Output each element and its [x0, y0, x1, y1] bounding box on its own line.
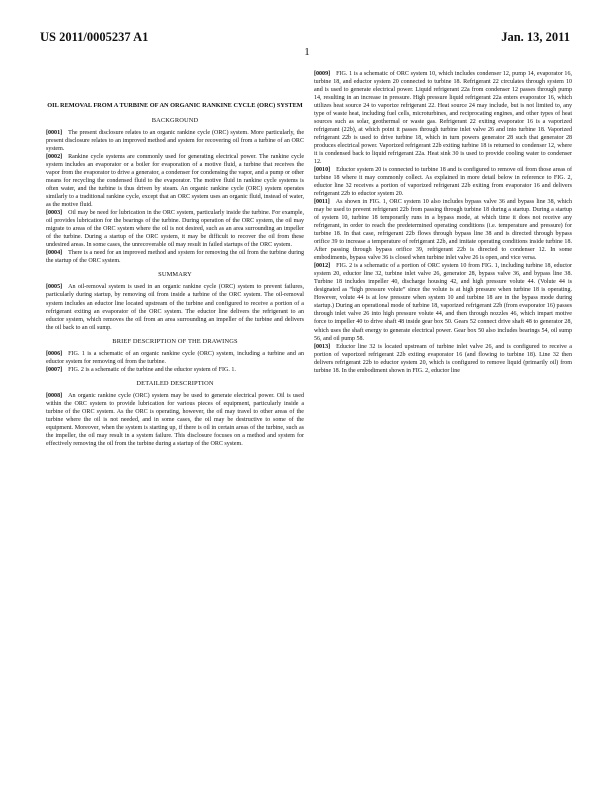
- document-title: OIL REMOVAL FROM A TURBINE OF AN ORGANIC RANKINE CYCLE (ORC) SYSTEM: [47, 102, 303, 109]
- section-heading-detailed: DETAILED DESCRIPTION: [136, 379, 214, 387]
- paragraph-0012: [314, 262, 572, 342]
- paragraph-text: FIG. 2 is a schematic of a portion of ORC system 10 from FIG. 1, including turbine 18, eductor system 20, eductor line 32, turbine inlet valve 26, generator 28, bypass valve 36, and bypass line 38. Turbine 18 includes impeller 40, discharge housing 42, and high pressure volute 44. (Volute 44 is designated as “high pressure volute” since the volute is at high pressure when turbine 18 is operating. However, volute 44 is at low pressure when system 10 and turbine 18 are in the bypass mode during startup.) During an operational mode of turbine 18, vaporized refrigerant 22b (from evaporator 16) passes through inlet valve 26 into high pressure volute 44, and then through nozzles 46, which impart motive force to impeller 40 to drive shaft 48 inside gear box 50. Gears 52 connect drive shaft 48 to generator 28, which uses the shaft energy to generate electrical power. Gear box 50 also includes bearings 54, oil sump 56, and oil pump 58.: [314, 263, 572, 342]
- paragraph-text: Eductor system 20 is connected to turbine 18 and is configured to remove oil from those areas of turbine 18 where it may commonly collect. As explained in more detail below in reference to FIG. 2, eductor line 32 receives a portion of vaporized refrigerant 22b exiting from evaporator 16 and delivers refrigerant 22b to eductor system 20.: [314, 167, 572, 198]
- paragraph-0001: [46, 129, 304, 153]
- page-number: 1: [304, 46, 310, 58]
- paragraph-0002: [46, 153, 304, 209]
- paragraph-number: [0004]: [46, 250, 63, 257]
- paragraph-text: Rankine cycle systems are commonly used for generating electrical power. The rankine cycle system includes an evaporator or a boiler for evaporation of a motive fluid, a turbine that receives the vapor from the evaporator to drive a generator, a condenser for condensing the vapor, and a pump or other means for recycling the condensed fluid to the evaporator. The motive fluid in rankine cycle systems is often water, and the turbine is thus driven by steam. An organic rankine cycle (ORC) system operates similarly to a traditional rankine cycle, except that an ORC system uses an organic fluid, instead of water, as the motive fluid.: [46, 154, 304, 209]
- paragraph-0004: [46, 249, 304, 265]
- paragraph-0009: [314, 70, 572, 166]
- paragraph-number: [0001]: [46, 130, 63, 137]
- left-column: [46, 70, 304, 448]
- paragraph-0008: [46, 392, 304, 448]
- paragraph-number: [0006]: [46, 350, 63, 357]
- paragraph-text: FIG. 1 is a schematic of an organic rankine cycle (ORC) system, including a turbine and an eductor system for removing oil from the turbine.: [46, 350, 304, 365]
- paragraph-number: [0002]: [46, 154, 63, 161]
- paragraph-number: [0007]: [46, 366, 63, 373]
- paragraph-0003: [46, 209, 304, 249]
- right-column: [314, 70, 572, 375]
- paragraph-text: The present disclosure relates to an organic rankine cycle (ORC) system. More particularly, the present disclosure relates to an improved method and system for recovering oil from a turbine of an ORC system.: [46, 130, 304, 153]
- section-heading-summary: SUMMARY: [158, 271, 192, 279]
- paragraph-number: [0003]: [46, 210, 63, 217]
- paragraph-text: Eductor line 32 is located upstream of turbine inlet valve 26, and is configured to receive a portion of vaporized refrigerant 22b exiting evaporator 16 (and flowing to turbine 18). Line 32 then delivers refrigerant 22b to eductor system 20, which is configured to remove liquid (primarily oil) from turbine 18. In the embodiment shown in FIG. 2, eductor line: [314, 343, 572, 374]
- paragraph-text: An oil-removal system is used in an organic rankine cycle (ORC) system to prevent failures, particularly during startup, by removing oil from inside a turbine of the ORC system. The oil-removal system includes an eductor line located upstream of the turbine and configured to receive a portion of a refrigerant exiting an evaporator of the ORC system. The eductor line delivers the refrigerant to an eductor system, which removes the oil from an area surrounding an impeller of the turbine and delivers the oil back to an oil sump.: [46, 284, 304, 331]
- publication-number: US 2011/0005237 A1: [40, 30, 149, 44]
- paragraph-0011: [314, 198, 572, 262]
- paragraph-number: [0009]: [314, 71, 331, 77]
- section-heading-background: BACKGROUND: [151, 117, 199, 125]
- paragraph-text: Oil may be need for lubrication in the ORC system, particularly inside the turbine. For example, oil provides lubrication for the bearings of the turbine. During operation of the ORC system, the oil may migrate to areas of the ORC system where the oil is not desired, such as an area surrounding an impeller of the turbine. During a startup of the ORC system, it may be difficult to recover the oil from these undesired areas. In some cases, the unrecoverable oil may result in failed startups of the ORC system.: [46, 210, 304, 249]
- paragraph-text: There is a need for an improved method and system for removing the oil from the turbine during the startup of the ORC system.: [46, 250, 304, 265]
- paragraph-0006: [46, 350, 304, 366]
- paragraph-text: FIG. 1 is a schematic of ORC system 10, which includes condenser 12, pump 14, evaporator 16, turbine 18, and eductor system 20 connected to turbine 18. Refrigerant 22 circulates through system 10 and is used to generate electrical power. Liquid refrigerant 22a from condenser 12 passes through pump 14, resulting in an increase in pressure. High pressure liquid refrigerant 22a enters evaporator 16, which utilizes heat source 24 to vaporize refrigerant 22. Heat source 24 may include, but is not limited to, any type of waste heat, including fuel cells, microturbines, and reciprocating engines, and other types of heat sources such as solar, geothermal or waste gas. Refrigerant 22 exiting evaporator 16 is a vaporized refrigerant (22b), at which point it passes through turbine inlet valve 26 and into turbine 18. Vaporized refrigerant 22b is used to drive turbine 18, which in turn powers generator 28 such that generator 28 produces electrical power. Vaporized refrigerant 22b exiting turbine 18 is returned to condenser 12, where it is condensed back to liquid refrigerant 22a. Heat sink 30 is used to provide cooling water to condenser 12.: [314, 71, 572, 166]
- paragraph-text: As shown in FIG. 1, ORC system 10 also includes bypass valve 36 and bypass line 38, which may be used to prevent refrigerant 22b from passing through turbine 18 during a startup. During a startup of system 10, turbine 18 temporarily runs in a bypass mode, at which time it does not receive any refrigerant, in order to reach the predetermined operating conditions (i.e. temperature and pressure) for turbine 18. In that case, refrigerant 22b flows through bypass line 38 and is directed through bypass orifice 39 to increase a temperature of refrigerant 22b, and imitate operating conditions inside turbine 18. After passing through bypass orifice 39, refrigerant 22b is directed to condenser 12. In some embodiments, bypass valve 36 is closed when turbine inlet valve 26 is open, and vice versa.: [314, 199, 572, 262]
- paragraph-text: An organic rankine cycle (ORC) system may be used to generate electrical power. Oil is used within the ORC system to provide lubrication for various pieces of equipment, particularly inside a turbine of the ORC system. As the ORC is operating, however, the oil may travel to other areas of the turbine where the oil is not needed, and in some cases, the oil may be destructive to some of the equipment. Moreover, when the system is starting up, if there is oil in certain areas of the turbine, such as the impeller, the oil may result in a system failure. This disclosure focuses on a method and system for effectively removing the oil from the turbine during a startup of the ORC system.: [46, 392, 304, 447]
- paragraph-0007: [46, 366, 304, 374]
- paragraph-number: [0013]: [314, 343, 331, 350]
- paragraph-number: [0012]: [314, 263, 331, 270]
- paragraph-0013: [314, 343, 572, 375]
- paragraph-number: [0010]: [314, 167, 331, 174]
- paragraph-0005: [46, 283, 304, 331]
- publication-date: Jan. 13, 2011: [501, 30, 570, 44]
- paragraph-text: FIG. 2 is a schematic of the turbine and the eductor system of FIG. 1.: [68, 366, 236, 373]
- section-heading-drawings: BRIEF DESCRIPTION OF THE DRAWINGS: [112, 337, 238, 345]
- paragraph-number: [0008]: [46, 392, 63, 399]
- paragraph-number: [0005]: [46, 284, 63, 291]
- paragraph-0010: [314, 166, 572, 198]
- paragraph-number: [0011]: [314, 199, 330, 206]
